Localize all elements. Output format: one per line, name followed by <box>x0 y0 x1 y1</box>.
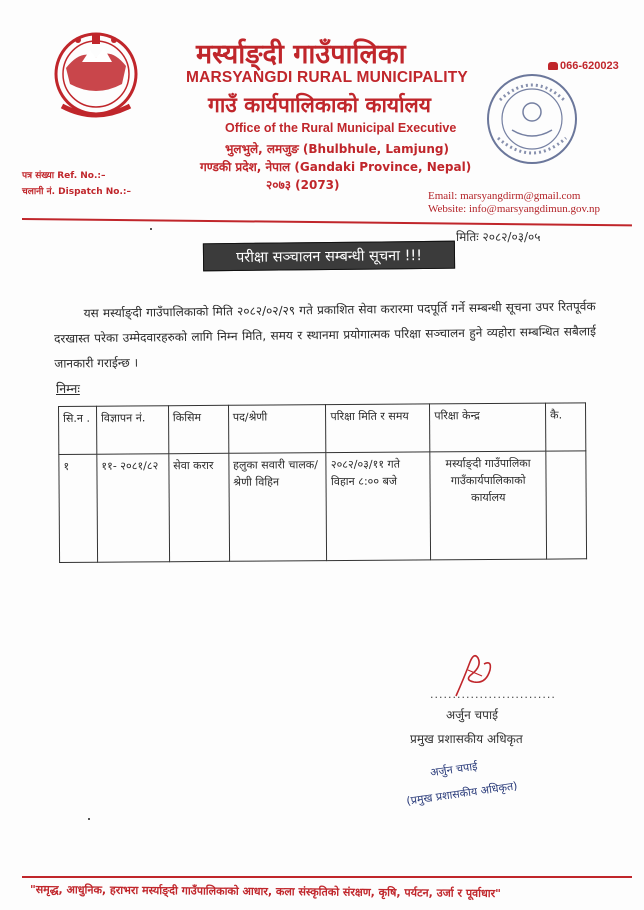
dispatch-number: चलानी नं. Dispatch No.:– <box>22 187 131 197</box>
signature-line: ............................ <box>430 688 556 701</box>
office-seal-icon <box>482 70 582 168</box>
cell-remarks <box>546 451 587 559</box>
signer-title: प्रमुख प्रशासकीय अधिकृत <box>410 732 523 746</box>
cell-exam-center: मर्स्याङ्दी गाउँपालिका गाउँकार्यपालिकाको कार्यालय <box>430 451 547 560</box>
col-advertisement-no: विज्ञापन नं. <box>96 406 168 455</box>
cell-serial: १ <box>59 454 98 562</box>
cell-advertisement-no: ११- २०८१/८२ <box>97 454 170 562</box>
col-exam-center: परिक्षा केन्द्र <box>430 403 546 452</box>
col-remarks: कै. <box>546 403 586 451</box>
nepal-emblem-icon <box>52 28 140 124</box>
reference-number: पत्र संख्या Ref. No.:– <box>22 171 106 181</box>
cell-exam-date-time: २०८२/०३/११ गते विहान ८:०० बजे <box>326 452 431 561</box>
exam-schedule-table <box>58 402 587 563</box>
address-line-2: गण्डकी प्रदेश, नेपाल (Gandaki Province, Nepal) <box>200 160 472 174</box>
footer-divider <box>22 876 632 878</box>
contact-website: Website: info@marsyangdimun.gov.np <box>428 203 600 215</box>
cell-post-level: हलुका सवारी चालक/ श्रेणी विहिन <box>229 453 327 562</box>
col-serial: सि.न . <box>59 406 97 454</box>
list-heading: निम्नः <box>56 381 80 396</box>
signer-name: अर्जुन चपाई <box>446 708 498 722</box>
letter-date: मितिः २०८२/०३/०५ <box>456 230 541 244</box>
table-header-row <box>59 403 586 455</box>
contact-email: Email: marsyangdirm@gmail.com <box>428 190 581 202</box>
col-type: किसिम <box>168 405 228 453</box>
col-exam-date-time: परिक्षा मिति र समय <box>326 404 430 453</box>
office-name-np: गाउँ कार्यपालिकाको कार्यालय <box>208 93 431 117</box>
stamp-signer-title: (प्रमुख प्रशासकीय अधिकृत) <box>405 779 519 808</box>
established-year: २०७३ (2073) <box>266 178 340 192</box>
speck <box>150 228 152 230</box>
notice-title: परीक्षा सञ्चालन सम्बन्धी सूचना !!! <box>203 241 455 272</box>
notice-body: यस मर्स्याङ्दी गाउँपालिकाको मिति २०८२/०२/२९ गते प्रकाशित सेवा करारमा पदपूर्ति गर्ने सम्बन्धी सूचना उपर रितपूर्वक दरखास्त परेका उम्मेदवारहरुको लागि निम्न मिति, समय र स्थानमा प्रयोगात्मक परिक्षा सञ्चालन हुने व्यहोरा सम्बन्धित सबैलाई जानकारी गराईन्छ । <box>53 299 597 371</box>
municipality-name-np: मर्स्याङ्दी गाउँपालिका <box>196 39 406 70</box>
table-row <box>59 451 587 563</box>
col-post-level: पद/श्रेणी <box>228 405 326 454</box>
cell-type: सेवा करार <box>169 453 230 561</box>
phone-number-text: 066-620023 <box>560 60 619 72</box>
header-divider <box>22 218 632 226</box>
stamp-signer-name: अर्जुन चपाई <box>429 759 479 780</box>
speck <box>88 818 90 820</box>
telephone-icon <box>548 62 558 70</box>
address-line-1: भुलभुले, लमजुङ (Bhulbhule, Lamjung) <box>225 142 449 156</box>
office-name-en: Office of the Rural Municipal Executive <box>225 121 457 135</box>
municipality-name-en: MARSYANGDI RURAL MUNICIPALITY <box>186 69 468 86</box>
footer-slogan: "समृद्ध, आधुनिक, हराभरा मर्स्याङ्दी गाउँपालिकाको आधार, कला संस्कृतिको संरक्षण, कृषि, पर्यटन, उर्जा र पूर्वाधार" <box>29 882 501 901</box>
